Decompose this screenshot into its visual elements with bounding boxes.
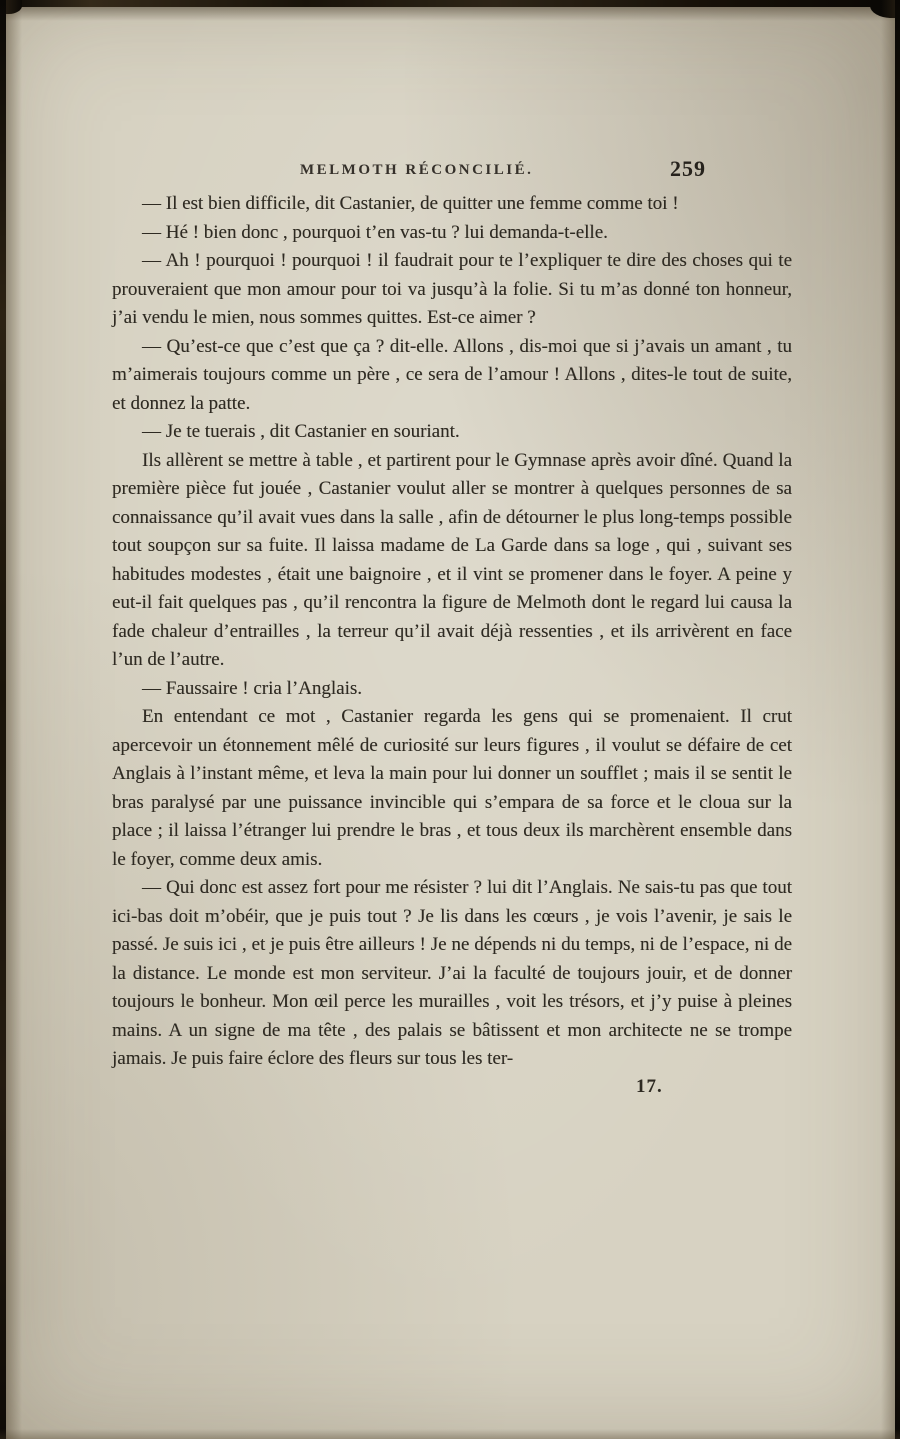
scan-edge-bottom	[0, 1429, 900, 1439]
body-text	[112, 190, 792, 1074]
paragraph-dialogue: — Qu’est-ce que c’est que ça ? dit-elle. Allons , dis-moi que si j’avais un amant , tu m’aimerais toujours comme un père , ce sera de l’amour ! Allons , dites-le tout de suite, et donnez la patte.	[112, 335, 792, 414]
running-header	[112, 156, 792, 190]
paragraph-narrative: Ils allèrent se mettre à table , et partirent pour le Gymnase après avoir dîné. Quand la première pièce fut jouée , Castanier voulut aller se montrer à quelques personnes de sa connaissance qu’il avait vues dans la salle , afin de détourner le plus long-temps possible tout soupçon sur sa fuite. Il laissa madame de La Garde dans sa loge , qui , suivant ses habitudes modestes , était une baignoire , et il vint se promener dans le foyer. A peine y eut-il fait quelques pas , qu’il rencontra la figure de Melmoth dont le regard lui causa la fade chaleur d’entrailles , la terreur qu’il avait déjà ressenties , et ils arrivèrent en face l’un de l’autre.	[112, 449, 792, 670]
paragraph-dialogue: — Il est bien difficile, dit Castanier, de quitter une femme comme toi !	[142, 193, 679, 214]
paragraph-dialogue: — Qui donc est assez fort pour me résister ? lui dit l’Anglais. Ne sais-tu pas que tout ici-bas doit m’obéir, que je puis tout ? Je lis dans les cœurs , je vois l’avenir, je sais le passé. Je suis ici , et je puis être ailleurs ! Je ne dépends ni du temps, ni de l’espace, ni de la distance. Le monde est mon serviteur. J’ai la faculté de toujours jouir, et de donner toujours le bonheur. Mon œil perce les murailles , voit les trésors, et j’y puise à pleines mains. A un signe de ma tête , des palais se bâtissent et mon architecte ne se trompe jamais. Je puis faire éclore des fleurs sur tous les ter-	[112, 877, 792, 1069]
page-number: 259	[670, 156, 706, 181]
paragraph-dialogue: — Hé ! bien donc , pourquoi t’en vas-tu ? lui demanda-t-elle.	[142, 221, 608, 243]
paragraph-dialogue: — Je te tuerais , dit Castanier en souriant.	[142, 421, 460, 442]
running-title: MELMOTH RÉCONCILIÉ.	[300, 162, 534, 178]
paragraph-narrative: En entendant ce mot , Castanier regarda les gens qui se promenaient. Il crut apercevoir un étonnement mêlé de curiosité sur leurs figures , il voulut se défaire de cet Anglais à l’instant même, et leva la main pour lui donner un soufflet ; mais il se sentit le bras paralysé par une puissance invincible qui s’empara de sa force et le cloua sur la place ; il laissa l’étranger lui prendre le bras , et tous deux ils marchèrent ensemble dans le foyer, comme deux amis.	[112, 706, 792, 870]
signature-mark: 17.	[636, 1075, 663, 1097]
paragraph-dialogue: — Ah ! pourquoi ! pourquoi ! il faudrait pour te l’expliquer te dire des choses qui te prouveraient que mon amour pour toi va jusqu’à la folie. Si tu m’as donné ton honneur, j’ai vendu le mien, nous sommes quittes. Est-ce aimer ?	[112, 250, 792, 328]
paragraph-dialogue: — Faussaire ! cria l’Anglais.	[142, 677, 363, 699]
